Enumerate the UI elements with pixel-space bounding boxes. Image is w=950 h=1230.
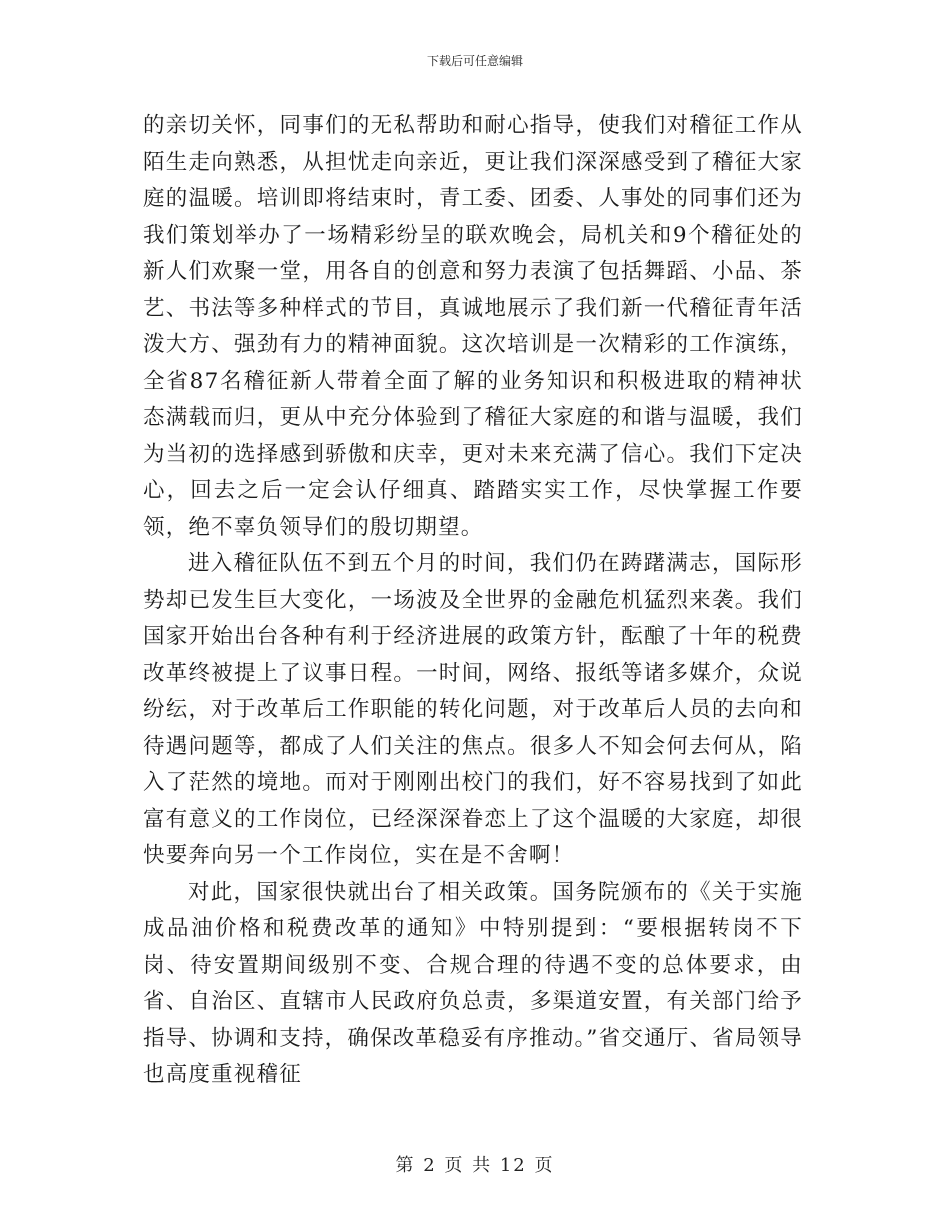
paragraph-3: 对此，国家很快就出台了相关政策。国务院颁布的《关于实施成品油价格和税费改革的通知》中特别提到：“要根据转岗不下岗、待安置期间级别不变、合规合理的待遇不变的总体要求，由省、自治区、直辖市人民政府负总责，多渠道安置，有关部门给予指导、协调和支持，确保改革稳妥有序推动。”省交通厅、省局领导也高度重视稽征: [143, 879, 803, 1087]
page-header: 下载后可任意编辑: [426, 54, 523, 68]
paragraph-2: 进入稽征队伍不到五个月的时间，我们仍在踌躇满志，国际形势却已发生巨大变化，一场波及全世界的金融危机猛烈来袭。我们国家开始出台各种有利于经济进展的政策方针，酝酿了十年的税费改革终被提上了议事日程。一时间，网络、报纸等诸多媒介，众说纷纭，对于改革后工作职能的转化问题，对于改革后人员的去向和待遇问题等，都成了人们关注的焦点。很多人不知会何去何从，陷入了茫然的境地。而对于刚刚出校门的我们，好不容易找到了如此富有意义的工作岗位，已经深深眷恋上了这个温暖的大家庭，却很快要奔向另一个工作岗位，实在是不舍啊！: [143, 551, 803, 868]
page-number-footer: 第 2 页 共 12 页: [395, 1155, 555, 1176]
paragraph-1: 的亲切关怀，同事们的无私帮助和耐心指导，使我们对稽征工作从陌生走向熟悉，从担忧走向亲近，更让我们深深感受到了稽征大家庭的温暖。培训即将结束时，青工委、团委、人事处的同事们还为我们策划举办了一场精彩纷呈的联欢晚会，局机关和9个稽征处的新人们欢聚一堂，用各自的创意和努力表演了包括舞蹈、小品、茶艺、书法等多种样式的节目，真诚地展示了我们新一代稽征青年活泼大方、强劲有力的精神面貌。这次培训是一次精彩的工作演练，全省87名稽征新人带着全面了解的业务知识和积极进取的精神状态满载而归，更从中充分体验到了稽征大家庭的和谐与温暖，我们为当初的选择感到骄傲和庆幸，更对未来充满了信心。我们下定决心，回去之后一定会认仔细真、踏踏实实工作，尽快掌握工作要领，绝不辜负领导们的殷切期望。: [143, 113, 803, 540]
document-body: [143, 108, 803, 1094]
